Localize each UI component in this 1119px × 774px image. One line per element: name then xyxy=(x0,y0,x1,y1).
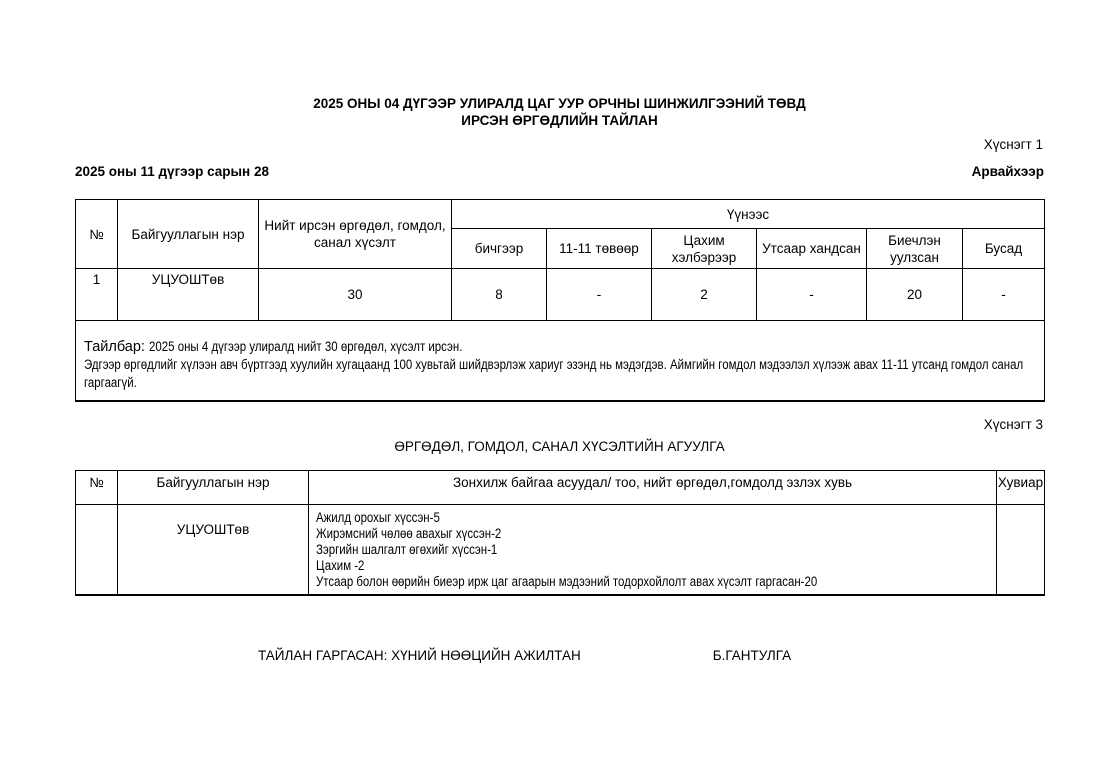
table2-header-org: Байгууллагын нэр xyxy=(118,471,309,505)
table1-cell-org: УЦУОШТөв xyxy=(118,269,259,321)
table1-header-electronic: Цахим хэлбэрээр xyxy=(652,229,757,269)
table2-header-row xyxy=(76,471,1045,505)
content-item: Зэргийн шалгалт өгөхийг хүссэн-1 xyxy=(316,542,498,557)
table1-caption: Хүснэгт 1 xyxy=(983,137,1043,152)
note-line1-text: 2025 оны 4 дүгээр улиралд нийт 30 өргөдөл, хүсэлт ирсэн. xyxy=(148,339,463,354)
table1-cell-written: 8 xyxy=(452,269,547,321)
table1-cell-no: 1 xyxy=(76,269,118,321)
table1-cell-1111-center: - xyxy=(547,269,652,321)
report-title-line1: 2025 ОНЫ 04 ДҮГЭЭР УЛИРАЛД ЦАГ УУР ОРЧНЫ ШИНЖИЛГЭЭНИЙ ТӨВД xyxy=(313,96,806,111)
content-items xyxy=(316,510,990,590)
table2-cell-no xyxy=(76,505,118,596)
table1-header-1111-center: 11-11 төвөөр xyxy=(547,229,652,269)
note-line1 xyxy=(84,338,1034,356)
table1-cell-electronic: 2 xyxy=(652,269,757,321)
content-item: Утсаар болон өөрийн биеэр ирж цаг агаарын мэдээний тодорхойлолт авах хүсэлт гаргасан-20 xyxy=(316,574,818,589)
content-item: Цахим -2 xyxy=(316,558,365,573)
applications-summary-table xyxy=(75,199,1045,402)
table3-caption: Хүснэгт 3 xyxy=(983,417,1043,432)
table2-header-content: Зонхилж байгаа асуудал/ тоо, нийт өргөдөл,гомдолд эзлэх хувь xyxy=(309,471,997,505)
table1-header-written: бичгээр xyxy=(452,229,547,269)
table1-cell-phone: - xyxy=(757,269,867,321)
section2-title: ӨРГӨДӨЛ, ГОМДОЛ, САНАЛ ХҮСЭЛТИЙН АГУУЛГА xyxy=(394,439,725,454)
applications-content-table xyxy=(75,470,1045,596)
table2-cell-org: УЦУОШТөв xyxy=(118,505,309,596)
table2-header-no: № xyxy=(76,471,118,505)
table2-cell-percent xyxy=(997,505,1045,596)
note-label: Тайлбар: xyxy=(84,339,145,355)
content-item: Жирэмсний чөлөө авахыг хүссэн-2 xyxy=(316,526,502,541)
footer-signature-name: Б.ГАНТУЛГА xyxy=(712,648,792,663)
table1-header-total: Нийт ирсэн өргөдөл, гомдол, санал хүсэлт xyxy=(259,200,452,269)
report-location: Арвайхээр xyxy=(971,164,1044,179)
table1-cell-other: - xyxy=(963,269,1045,321)
table2-data-row xyxy=(76,505,1045,596)
report-date: 2025 оны 11 дүгээр сарын 28 xyxy=(75,164,269,179)
table1-cell-total: 30 xyxy=(259,269,452,321)
table2-cell-content xyxy=(309,505,997,596)
table1-header-row1 xyxy=(76,200,1045,229)
report-title xyxy=(0,95,1119,129)
table1-header-no: № xyxy=(76,200,118,269)
note-line2-text: Эдгээр өргөдлийг хүлээн авч бүртгээд хуулийн хугацаанд 100 хувьтай шийдвэрлэж хариуг эзэнд нь мэдэгдэв. Аймгийн гомдол мэдээлэл хүлээж авах 11-11 утсанд гомдол санал гаргаагүй. xyxy=(84,357,1024,390)
table1-data-row xyxy=(76,269,1045,321)
table1-header-inperson: Биечлэн уулзсан xyxy=(867,229,963,269)
table1-header-group: Үүнээс xyxy=(452,200,1045,229)
table1-header-phone: Утсаар хандсан xyxy=(757,229,867,269)
table1-header-other: Бусад xyxy=(963,229,1045,269)
date-location-line xyxy=(75,164,1044,179)
report-title-line2: ИРСЭН ӨРГӨДЛИЙН ТАЙЛАН xyxy=(461,113,658,128)
table2-header-percent: Хувиар xyxy=(997,471,1045,505)
footer-prepared-by: ТАЙЛАН ГАРГАСАН: ХҮНИЙ НӨӨЦИЙН АЖИЛТАН xyxy=(258,648,581,663)
table1-note-row xyxy=(76,321,1045,401)
table1-header-org: Байгууллагын нэр xyxy=(118,200,259,269)
report-footer xyxy=(258,648,791,663)
content-item: Ажилд орохыг хүссэн-5 xyxy=(316,510,440,525)
table1-note-cell xyxy=(76,321,1045,401)
table1-cell-inperson: 20 xyxy=(867,269,963,321)
